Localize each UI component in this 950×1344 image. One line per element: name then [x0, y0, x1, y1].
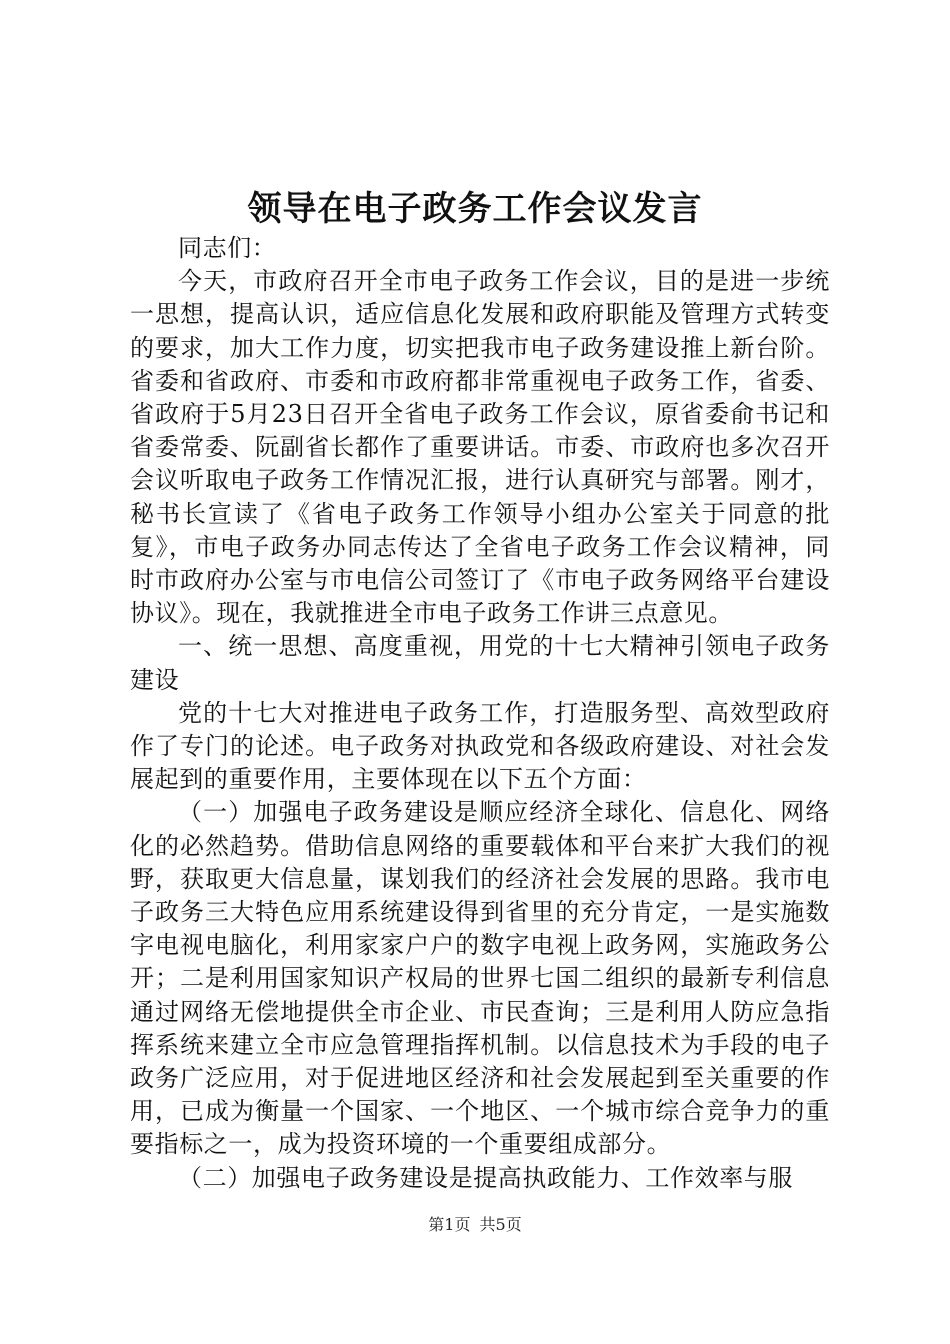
paragraph-intro: 今天，市政府召开全市电子政务工作会议，目的是进一步统一思想，提高认识，适应信息化发展和政府职能及管理方式转变的要求，加大工作力度，切实把我市电子政务建设推上新台阶。省委和省政府、市委和市政府都非常重视电子政务工作，省委、省政府于5月23日召开全省电子政务工作会议，原省委俞书记和省委常委、阮副省长都作了重要讲话。市委、市政府也多次召开会议听取电子政务工作情况汇报，进行认真研究与部署。刚才，秘书长宣读了《省电子政务工作领导小组办公室关于同意的批复》，市电子政务办同志传达了全省电子政务工作会议精神，同时市政府办公室与市电信公司签订了《市电子政务网络平台建设协议》。现在，我就推进全市电子政务工作讲三点意见。: [130, 267, 830, 628]
paragraph-point-1: （一）加强电子政务建设是顺应经济全球化、信息化、网络化的必然趋势。借助信息网络的重要载体和平台来扩大我们的视野，获取更大信息量，谋划我们的经济社会发展的思路。我市电子政务三大特色应用系统建设得到省里的充分肯定，一是实施数字电视电脑化，利用家家户户的数字电视上政务网，实施政务公开；二是利用国家知识产权局的世界七国二组织的最新专利信息通过网络无偿地提供全市企业、市民查询；三是利用人防应急指挥系统来建立全市应急管理指挥机制。以信息技术为手段的电子政务广泛应用，对于促进地区经济和社会发展起到至关重要的作用，已成为衡量一个国家、一个地区、一个城市综合竞争力的重要指标之一，成为投资环境的一个重要组成部分。: [130, 798, 830, 1159]
page-number: 第1页: [428, 1215, 471, 1234]
page-footer: [0, 1215, 950, 1235]
salutation: 同志们：: [178, 234, 277, 262]
document-title: 领导在电子政务工作会议发言: [247, 189, 703, 229]
page-total: 共5页: [479, 1215, 522, 1234]
document-body: [130, 232, 830, 1195]
paragraph-section-1: 党的十七大对推进电子政务工作，打造服务型、高效型政府作了专门的论述。电子政务对执政党和各级政府建设、对社会发展起到的重要作用，主要体现在以下五个方面：: [130, 698, 830, 794]
paragraph-point-2: （二）加强电子政务建设是提高执政能力、工作效率与服: [178, 1163, 793, 1192]
section-heading-1: 一、统一思想、高度重视，用党的十七大精神引领电子政务建设: [130, 632, 830, 694]
